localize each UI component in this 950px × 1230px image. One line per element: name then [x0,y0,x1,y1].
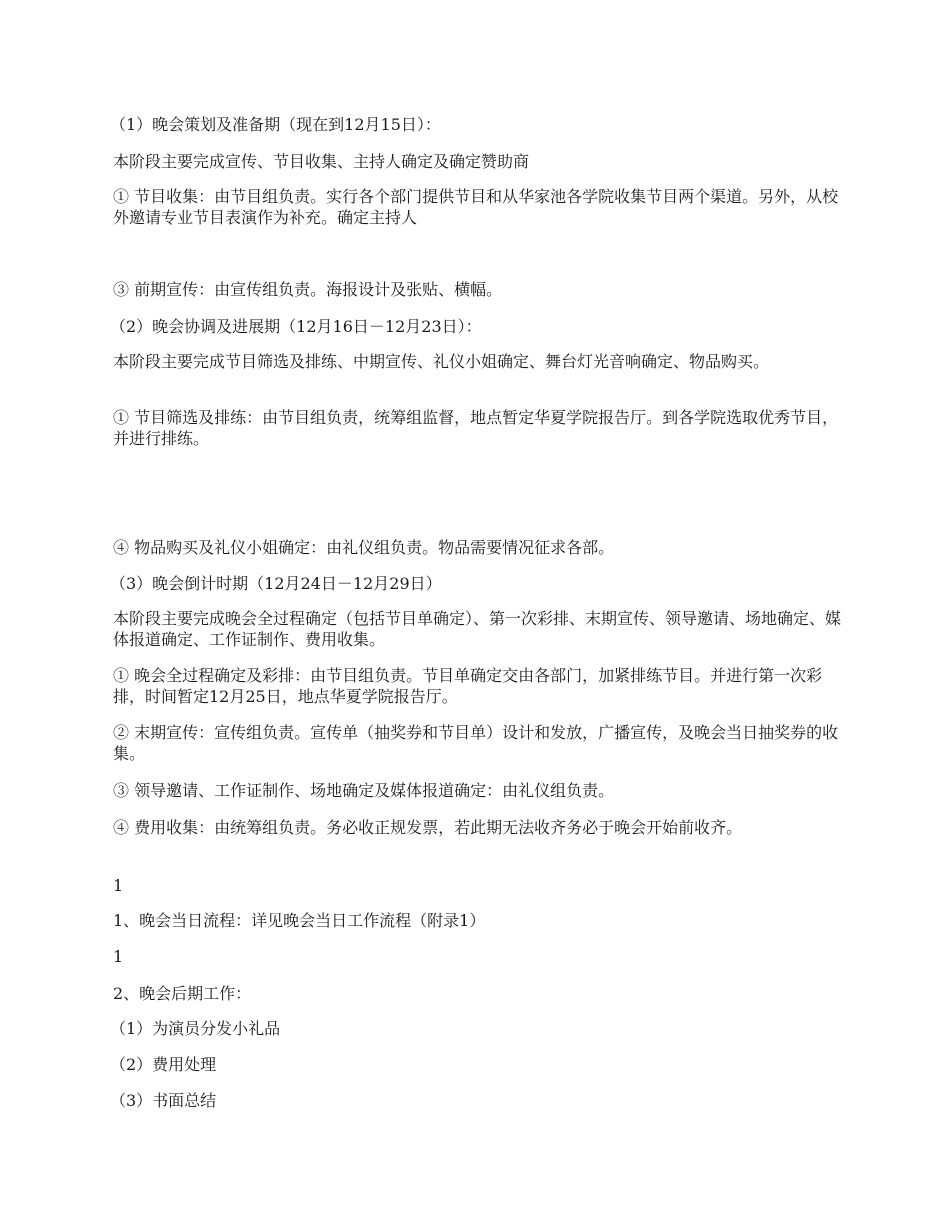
section-heading-coordination: （2）晚会协调及进展期（12月16日－12月23日）： [110,317,482,336]
list-item: （3）书面总结 [110,1091,217,1110]
page-number: 1 [113,947,124,966]
paragraph: 本阶段主要完成节目筛选及排练、中期宣传、礼仪小姐确定、舞台灯光音响确定、物品购买。 [113,352,770,371]
page-number: 1 [113,876,124,895]
paragraph: ② 末期宣传：宣传组负责。宣传单（抽奖券和节目单）设计和发放，广播宣传，及晚会当日抽奖券的收集。 [113,723,839,763]
section-heading-countdown: （3）晚会倒计时期（12月24日－12月29日） [110,574,442,593]
paragraph: 本阶段主要完成晚会全过程确定（包括节目单确定）、第一次彩排、末期宣传、领导邀请、场地确定、媒体报道确定、工作证制作、费用收集。 [113,609,842,649]
paragraph: 1、晚会当日流程：详见晚会当日工作流程（附录1） [113,911,486,930]
list-item: （2）费用处理 [110,1055,217,1074]
paragraph: ① 节目筛选及排练：由节目组负责，统筹组监督，地点暂定华夏学院报告厅。到各学院选取优秀节目，并进行排练。 [113,408,839,448]
section-heading-planning: （1）晚会策划及准备期（现在到12月15日）： [110,115,441,134]
paragraph: ④ 费用收集：由统筹组负责。务必收正规发票，若此期无法收齐务必于晚会开始前收齐。 [113,818,743,837]
paragraph: 2、晚会后期工作： [113,984,252,1003]
paragraph: ① 晚会全过程确定及彩排：由节目组负责。节目单确定交由各部门，加紧排练节目。并进行第一次彩排，时间暂定12月25日，地点华夏学院报告厅。 [113,666,823,706]
paragraph: ① 节目收集：由节目组负责。实行各个部门提供节目和从华家池各学院收集节目两个渠道。另外，从校外邀请专业节目表演作为补充。确定主持人 [113,187,839,227]
list-item: （1）为演员分发小礼品 [110,1019,281,1038]
paragraph: ④ 物品购买及礼仪小姐确定：由礼仪组负责。物品需要情况征求各部。 [113,538,615,557]
paragraph: 本阶段主要完成宣传、节目收集、主持人确定及确定赞助商 [113,152,530,171]
paragraph: ③ 前期宣传：由宣传组负责。海报设计及张贴、横幅。 [113,280,503,299]
paragraph: ③ 领导邀请、工作证制作、场地确定及媒体报道确定：由礼仪组负责。 [113,781,615,800]
